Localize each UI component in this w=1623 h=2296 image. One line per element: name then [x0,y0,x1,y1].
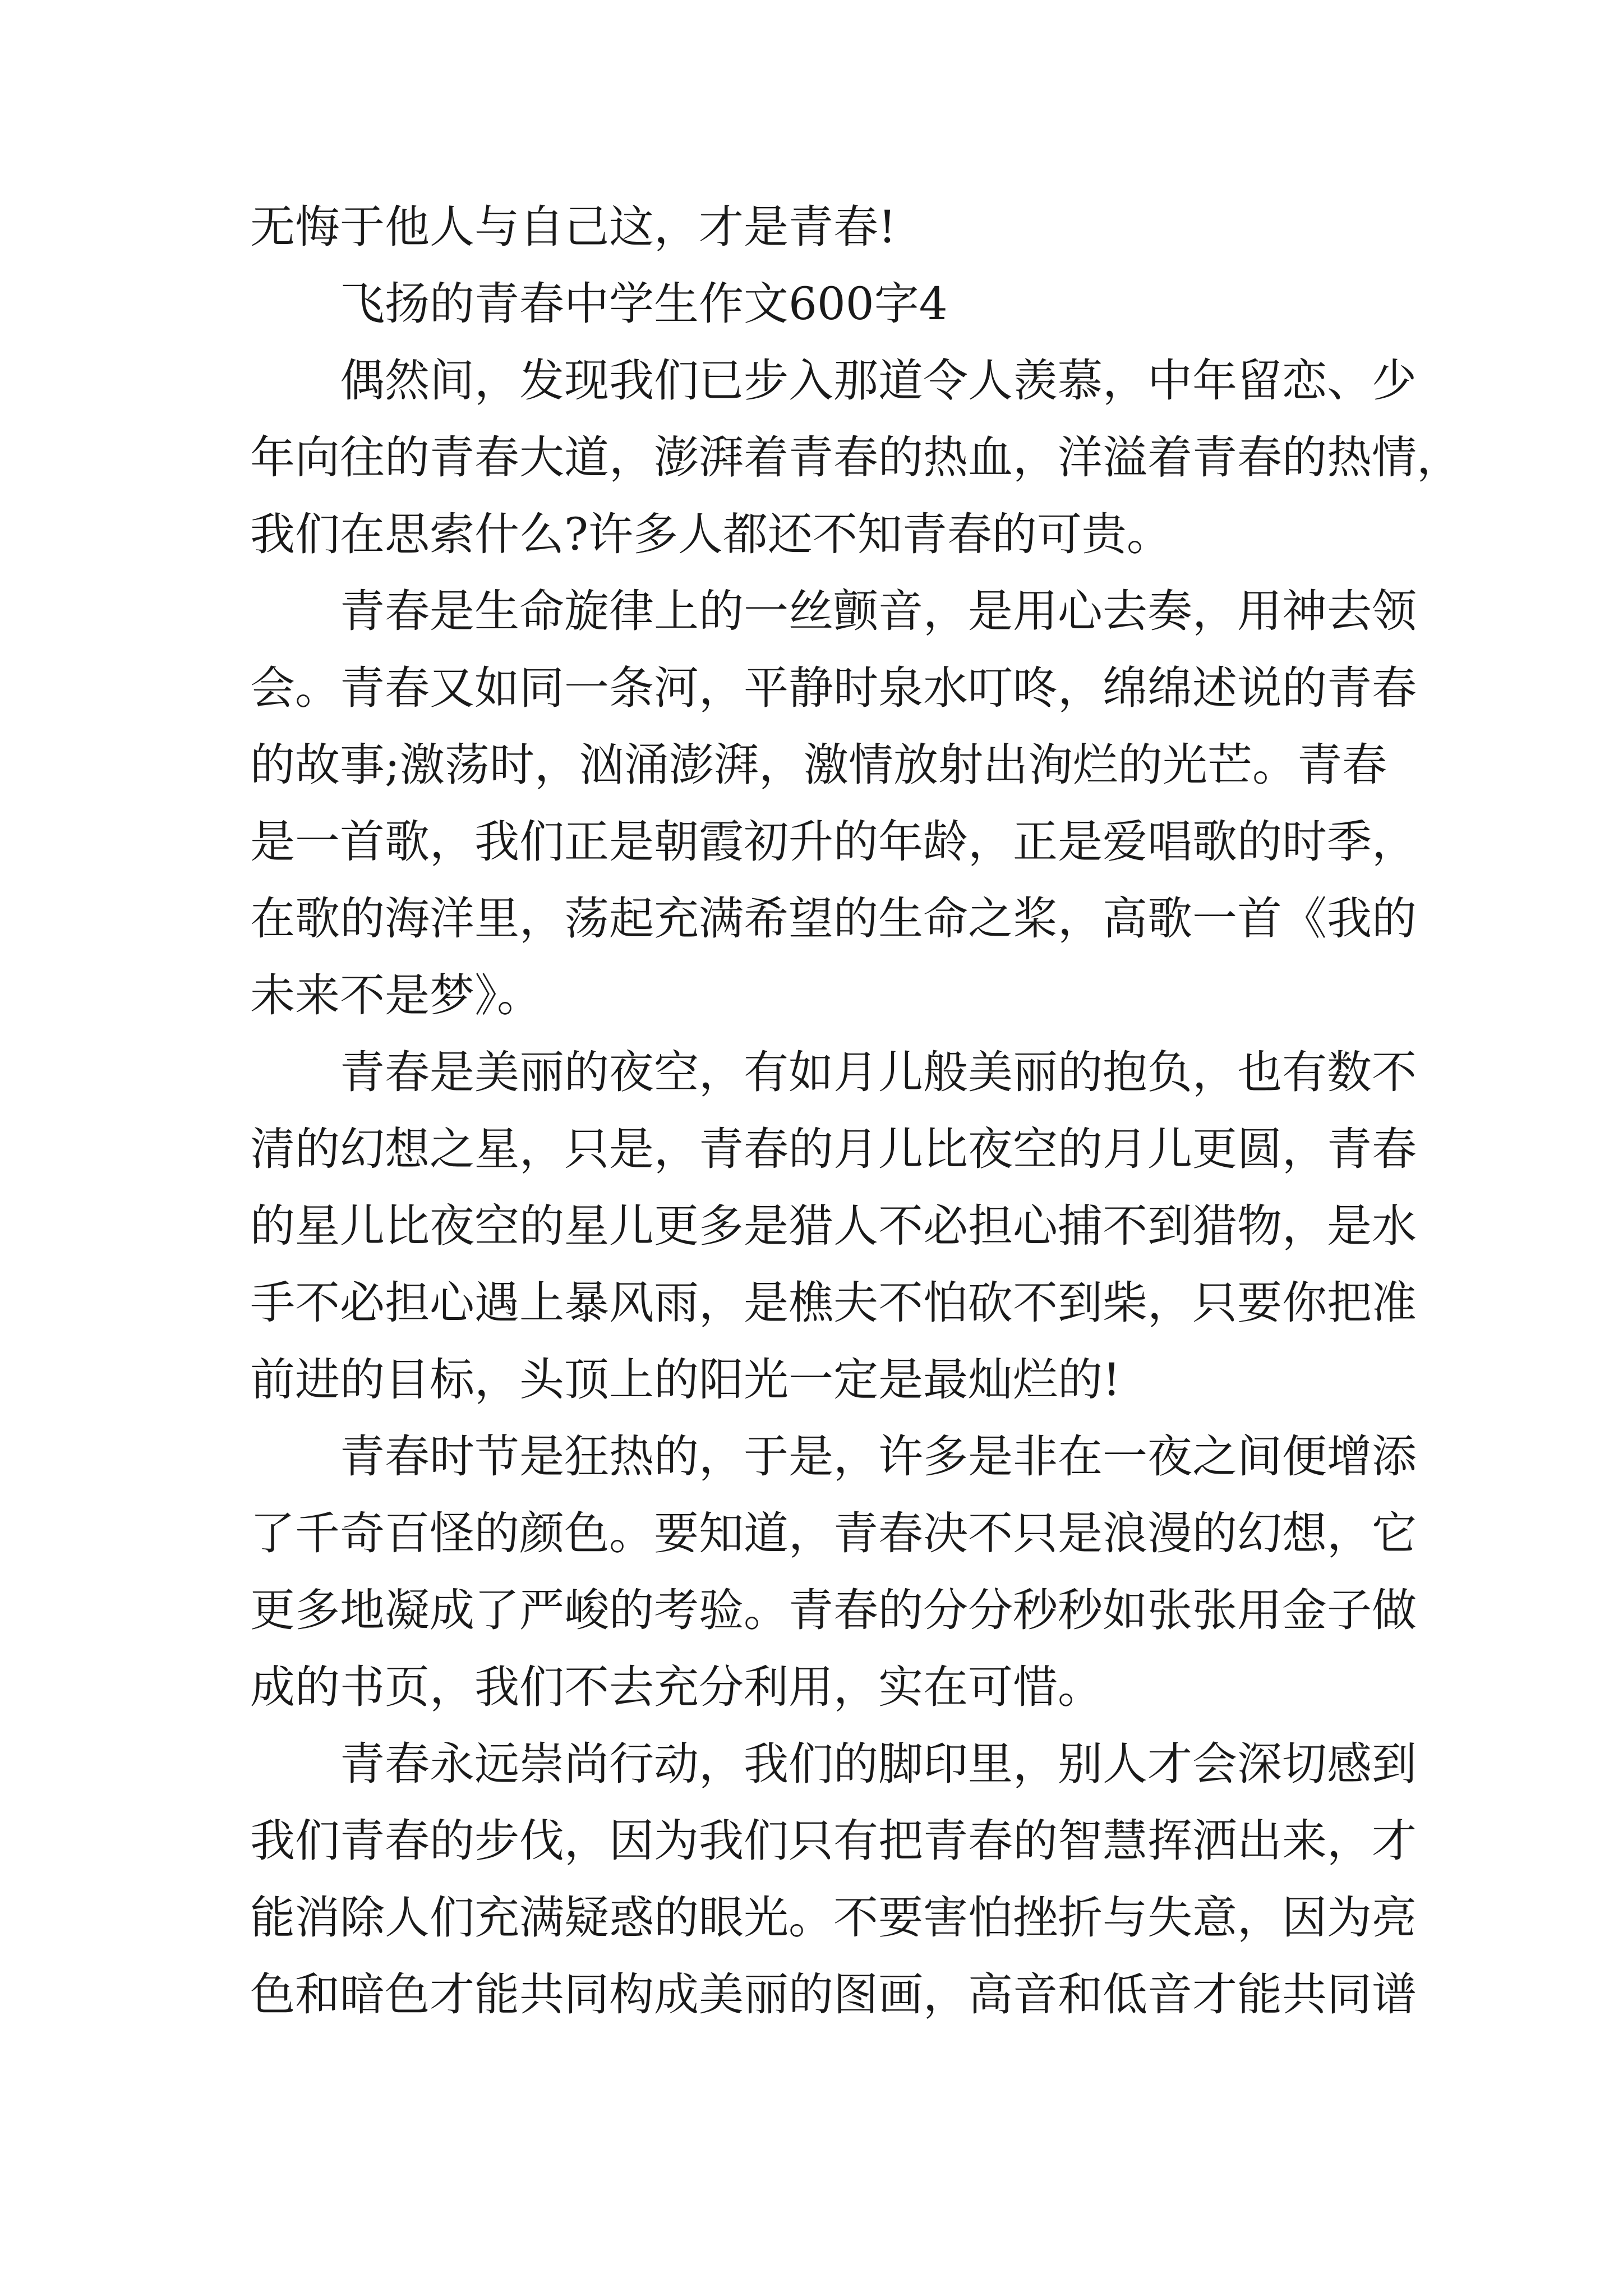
text-line: 青春永远崇尚行动，我们的脚印里，别人才会深切感到 [340,1738,1417,1790]
text-line: 青春是生命旋律上的一丝颤音，是用心去奏，用神去领 [340,585,1417,637]
text-line: 前进的目标，头顶上的阳光一定是最灿烂的! [250,1354,1121,1406]
paragraph [250,1418,1417,1726]
text-line: 青春时节是狂热的，于是，许多是非在一夜之间便增添 [340,1430,1417,1483]
text-line: 了千奇百怪的颜色。要知道，青春决不只是浪漫的幻想，它 [250,1507,1417,1559]
text-line: 青春是美丽的夜空，有如月儿般美丽的抱负，也有数不 [340,1046,1417,1098]
document-body [250,188,1461,2033]
paragraph-closing-line [250,188,1417,265]
text-line: 无悔于他人与自己这，才是青春! [250,201,897,253]
text-line: 偶然间，发现我们已步入那道令人羡慕，中年留恋、少 [340,355,1417,407]
paragraph [250,573,1417,1034]
text-line: 年向往的青春大道，澎湃着青春的热血，洋溢着青春的热情， [250,431,1461,484]
text-line: 的星儿比夜空的星儿更多是猎人不必担心捕不到猎物，是水 [250,1200,1417,1252]
text-line: 清的幻想之星，只是，青春的月儿比夜空的月儿更圆，青春 [250,1123,1417,1175]
text-line: 能消除人们充满疑惑的眼光。不要害怕挫折与失意，因为亮 [250,1892,1417,1944]
text-line: 未来不是梦》。 [250,969,542,1022]
text-line: 更多地凝成了严峻的考验。青春的分分秒秒如张张用金子做 [250,1584,1417,1636]
text-line: 色和暗色才能共同构成美丽的图画，高音和低音才能共同谱 [250,1968,1417,2021]
text-line: 是一首歌，我们正是朝霞初升的年龄，正是爱唱歌的时季， [250,816,1417,868]
text-line: 的故事;激荡时，汹涌澎湃，激情放射出洵烂的光芒。青春 [250,739,1387,791]
essay-title: 飞扬的青春中学生作文600字4 [340,278,948,330]
text-line: 我们青春的步伐，因为我们只有把青春的智慧挥洒出来，才 [250,1815,1417,1867]
text-line: 会。青春又如同一条河，平静时泉水叮咚，绵绵述说的青春 [250,662,1417,714]
paragraph [250,342,1461,573]
paragraph [250,1034,1417,1418]
paragraph [250,1726,1417,2033]
text-line: 我们在思索什么?许多人都还不知青春的可贵。 [250,508,1172,560]
text-line: 在歌的海洋里，荡起充满希望的生命之桨，高歌一首《我的 [250,892,1417,945]
text-line: 成的书页，我们不去充分利用，实在可惜。 [250,1661,1103,1713]
essay-heading [250,265,1417,342]
text-line: 手不必担心遇上暴风雨，是樵夫不怕砍不到柴，只要你把准 [250,1277,1417,1329]
